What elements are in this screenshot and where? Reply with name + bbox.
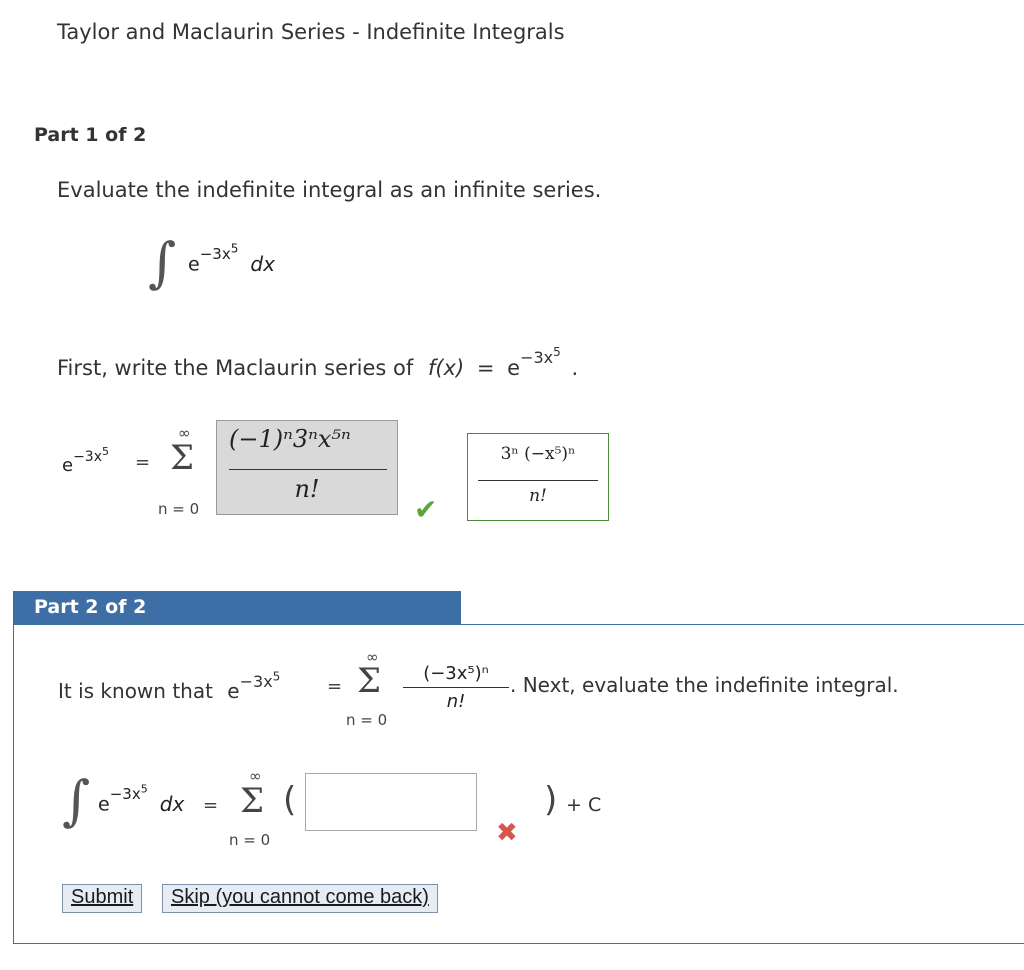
known-num: (−3x⁵)ⁿ <box>423 663 489 684</box>
part2-known-eq: = <box>327 676 343 697</box>
part2-sum-lower: n = 0 <box>346 711 388 729</box>
lhs-exp: −3x <box>73 449 103 465</box>
lhs-base: e <box>62 455 74 476</box>
x-icon: ✖ <box>496 818 518 848</box>
integrand-exp-power: 5 <box>140 783 148 796</box>
part1-sum-lower: n = 0 <box>158 500 200 518</box>
open-paren: ( <box>283 780 297 820</box>
part1-integrand <box>188 242 275 276</box>
differential: dx <box>250 251 275 276</box>
part1-sum-upper: ∞ <box>178 424 191 442</box>
part2-answer-input[interactable] <box>305 773 477 831</box>
integrand-exp: −3x <box>199 245 231 264</box>
known-base: e <box>227 679 240 704</box>
part2-integrand <box>98 783 185 816</box>
plus-c: + C <box>566 794 602 816</box>
sigma-icon: Σ <box>170 438 195 478</box>
step-rhs-exp: −3x <box>520 347 554 367</box>
sigma-icon: Σ <box>357 661 382 701</box>
part1-answer-num: (−1)ⁿ3ⁿx⁵ⁿ <box>229 425 351 453</box>
sigma-icon: Σ <box>240 781 265 821</box>
part1-integral <box>148 231 177 294</box>
skip-button[interactable]: Skip (you cannot come back) <box>162 884 438 913</box>
part2-header: Part 2 of 2 <box>13 591 461 624</box>
known-den: n! <box>446 691 466 712</box>
differential: dx <box>159 791 185 816</box>
part2-known-text <box>58 669 281 704</box>
integrand-base: e <box>98 793 110 816</box>
part1-answer-box[interactable] <box>216 420 398 515</box>
integral-sign: ∫ <box>62 769 91 832</box>
part1-hint-box <box>467 433 609 521</box>
part2-next-text: . Next, evaluate the indefinite integral. <box>510 673 899 697</box>
integrand-base: e <box>188 253 200 276</box>
submit-button[interactable]: Submit <box>62 884 142 913</box>
part1-eq: = <box>135 452 151 473</box>
part1-answer-den: n! <box>294 475 320 503</box>
lhs-exp-power: 5 <box>102 445 110 458</box>
step-func: f(x) <box>427 355 465 380</box>
hint-num: 3ⁿ (−x⁵)ⁿ <box>500 444 576 464</box>
integral-sign: ∫ <box>148 231 177 294</box>
period: . <box>571 355 579 380</box>
hint-den: n! <box>529 486 547 506</box>
part1-instruction: Evaluate the indefinite integral as an infinite series. <box>57 178 602 202</box>
known-exp: −3x <box>239 671 273 691</box>
part2-int-sum-lower: n = 0 <box>229 831 271 849</box>
part1-step <box>57 345 579 380</box>
part1-label: Part 1 of 2 <box>34 124 147 146</box>
close-paren: ) <box>544 780 558 820</box>
known-fraction-bar <box>403 687 509 688</box>
part2-sum-upper: ∞ <box>366 648 379 666</box>
step-rhs-base: e <box>507 355 521 380</box>
integrand-exp-power: 5 <box>230 242 239 256</box>
page-title: Taylor and Maclaurin Series - Indefinite Integrals <box>57 20 565 44</box>
part2-int-eq: = <box>203 795 219 816</box>
step-text: First, write the Maclaurin series of <box>57 355 414 380</box>
step-eq: = <box>476 355 495 380</box>
step-rhs-exp-power: 5 <box>553 345 561 359</box>
part2-int-sum-upper: ∞ <box>249 767 262 785</box>
known-text: It is known that <box>58 679 213 704</box>
part1-lhs <box>62 445 110 476</box>
known-exp-power: 5 <box>272 669 281 683</box>
integrand-exp: −3x <box>109 785 141 804</box>
fraction-bar <box>229 469 387 470</box>
check-icon: ✔ <box>414 493 438 526</box>
hint-fraction-bar <box>478 480 598 481</box>
